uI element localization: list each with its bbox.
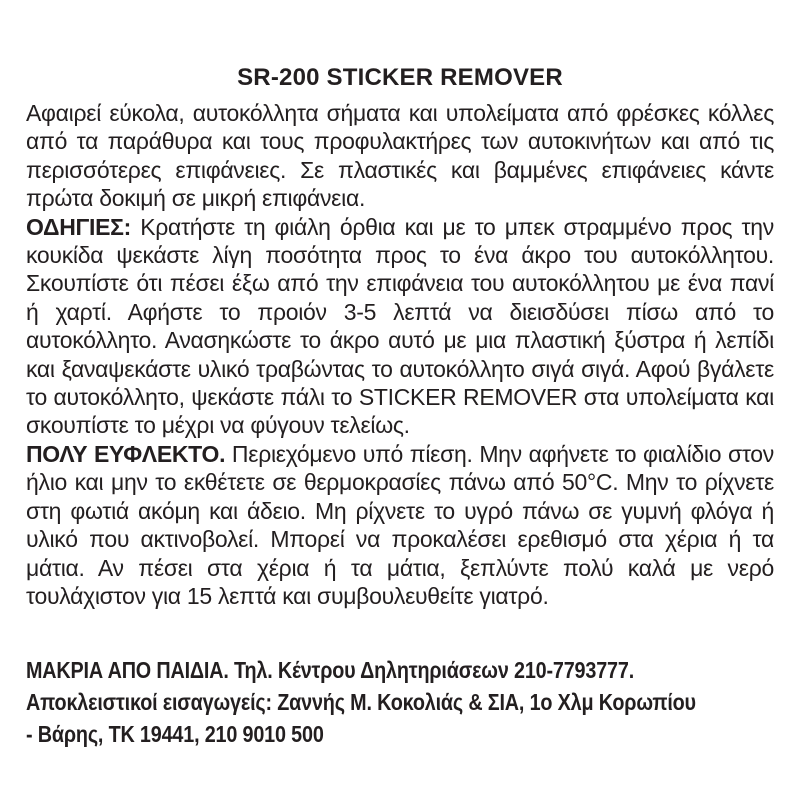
importer-line: Αποκλειστικοί εισαγωγείς: Ζαννής Μ. Κοκολιάς & ΣΙΑ, 1ο Χλμ Κορωπίου (26, 689, 696, 716)
product-title: SR-200 STICKER REMOVER (237, 64, 563, 91)
warning-paragraph-lead: ΠΟΛΥ ΕΥΦΛΕΚΤΟ. (26, 440, 226, 467)
label-body (26, 99, 774, 610)
intro-paragraph (26, 99, 774, 213)
intro-paragraph-text: Αφαιρεί εύκολα, αυτοκόλλητα σήματα και υπολείματα από φρέσκες κόλλες από τα παράθυρα και τους προφυλακτήρες των αυτοκινήτων και από τις περισσότερες επιφάνειες. Σε πλαστικές και βαμμένες επιφάνειες κάντε πρώτα δοκιμή σε μικρή επιφάνεια. (26, 100, 774, 212)
keep-away-from-children-line: ΜΑΚΡΙΑ ΑΠΟ ΠΑΙΔΙΑ. Τηλ. Κέντρου Δηλητηριάσεων 210-7793777. (26, 657, 635, 684)
importer-address-line: - Βάρης, ΤΚ 19441, 210 9010 500 (26, 721, 324, 748)
instructions-paragraph (26, 213, 774, 440)
warning-paragraph (26, 440, 774, 610)
instructions-paragraph-text: Κρατήστε τη φιάλη όρθια και με το μπεκ στραμμένο προς την κουκίδα ψεκάστε λίγη ποσότητα προς το ένα άκρο του αυτοκόλλητου. Σκουπίστε ότι πέσει έξω από την επιφάνεια του αυτοκόλλητου με ένα πανί ή χαρτί. Αφήστε το προιόν 3-5 λεπτά να διεισδύσει πίσω από το αυτοκόλλητο. Ανασηκώστε το άκρο αυτό με μια πλαστική ξύστρα ή λεπίδι και ξαναψεκάστε υλικό τραβώντας το αυτοκόλλητο σιγά σιγά. Αφού βγάλετε το αυτοκόλλητο, ψεκάστε πάλι το STICKER REMOVER στα υπολείματα και σκουπίστε το μέχρι να φύγουν τελείως. (26, 213, 774, 439)
instructions-paragraph-lead: ΟΔΗΓΙΕΣ: (26, 213, 132, 240)
label-footer (26, 654, 774, 750)
warning-paragraph-text: Περιεχόμενο υπό πίεση. Μην αφήνετε το φιαλίδιο στον ήλιο και μην το εκθέτετε σε θερμοκρασίες πάνω από 50°C. Μην το ρίχνετε στη φωτιά ακόμη και άδειο. Μη ρίχνετε το υγρό πάνω σε γυμνή φλόγα ή υλικό που ακτινοβολεί. Μπορεί να προκαλέσει ερεθισμό στα χέρια ή τα μάτια. Αν πέσει στα χέρια ή τα μάτια, ξεπλύντε πολύ καλά με νερό τουλάχιστον για 15 λεπτά και συμβουλευθείτε γιατρό. (26, 440, 775, 609)
